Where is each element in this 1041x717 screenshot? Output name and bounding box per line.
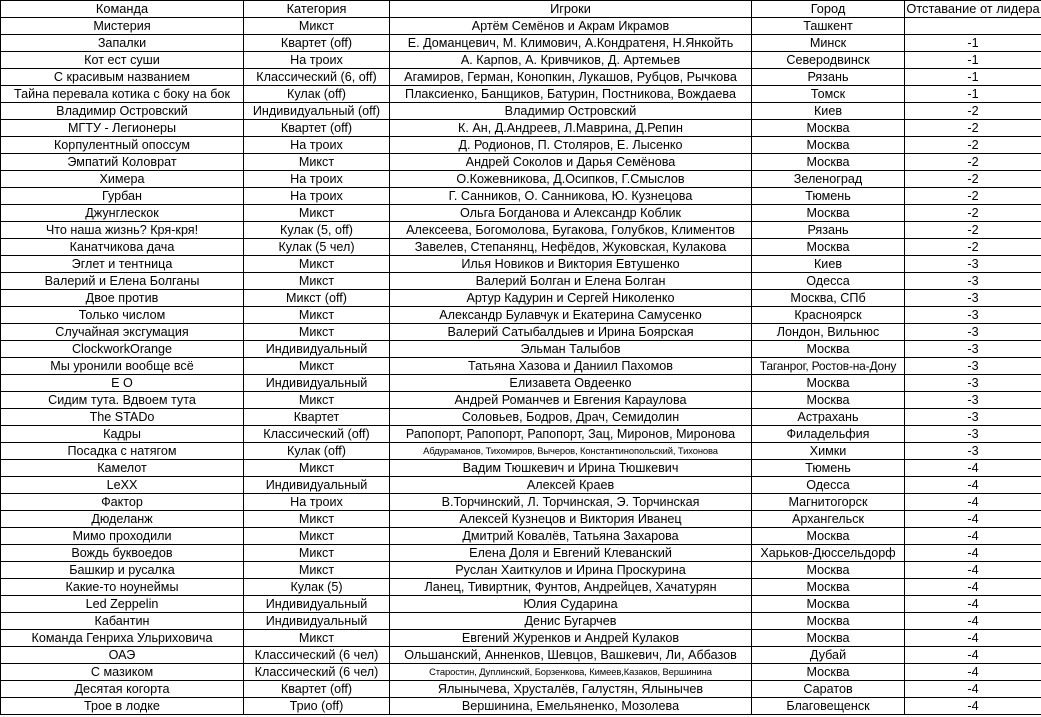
gap-cell: -3: [905, 392, 1041, 409]
players-cell: Алексей Кузнецов и Виктория Иванец: [390, 511, 752, 528]
gap-cell: -2: [905, 205, 1041, 222]
table-row: [1, 443, 1041, 460]
gap-cell: -2: [905, 239, 1041, 256]
header-team: Команда: [1, 1, 244, 18]
players-cell: Валерий Сатыбалдыев и Ирина Боярская: [390, 324, 752, 341]
header-gap: Отставание от лидера: [906, 1, 1040, 16]
gap-cell: -4: [905, 681, 1041, 698]
team-cell: Кабантин: [1, 613, 244, 630]
city-cell: Москва: [752, 562, 905, 579]
team-cell: Только числом: [1, 307, 244, 324]
table-row: [1, 171, 1041, 188]
category-cell: Микст: [244, 562, 390, 579]
header-category: Категория: [244, 1, 390, 18]
table-row: [1, 188, 1041, 205]
team-cell: Команда Генриха Ульриховича: [1, 630, 244, 647]
category-cell: Квартет (off): [244, 120, 390, 137]
city-cell: Лондон, Вильнюс: [752, 324, 905, 341]
category-cell: Микст: [244, 307, 390, 324]
players-cell: Елена Доля и Евгений Клеванский: [390, 545, 752, 562]
table-row: [1, 545, 1041, 562]
gap-cell: -4: [905, 613, 1041, 630]
players-cell: Ольшанский, Анненков, Шевцов, Вашкевич, Ли, Аббазов: [390, 647, 752, 664]
team-cell: МГТУ - Легионеры: [1, 120, 244, 137]
category-cell: Индивидуальный: [244, 375, 390, 392]
table-row: [1, 562, 1041, 579]
team-cell: Какие-то ноунеймы: [1, 579, 244, 596]
table-row: [1, 307, 1041, 324]
category-cell: Индивидуальный: [244, 477, 390, 494]
city-cell: Киев: [752, 103, 905, 120]
table-row: [1, 205, 1041, 222]
table-row: [1, 698, 1041, 715]
city-cell: Киев: [752, 256, 905, 273]
gap-cell: -4: [905, 596, 1041, 613]
category-cell: Квартет (off): [244, 35, 390, 52]
city-cell: Рязань: [752, 222, 905, 239]
team-cell: Камелот: [1, 460, 244, 477]
category-cell: Индивидуальный (off): [244, 103, 390, 120]
players-cell: Александр Булавчук и Екатерина Самусенко: [390, 307, 752, 324]
gap-cell: -4: [905, 647, 1041, 664]
category-cell: На троих: [244, 52, 390, 69]
city-cell: Химки: [752, 443, 905, 460]
table-row: [1, 647, 1041, 664]
category-cell: Кулак (5, off): [244, 222, 390, 239]
category-cell: Трио (off): [244, 698, 390, 715]
gap-cell: -2: [905, 120, 1041, 137]
table-row: [1, 426, 1041, 443]
table-row: [1, 375, 1041, 392]
gap-cell: -4: [905, 528, 1041, 545]
category-cell: Микст: [244, 511, 390, 528]
table-row: [1, 273, 1041, 290]
header-players: Игроки: [390, 1, 752, 18]
gap-cell: -2: [905, 188, 1041, 205]
category-cell: Микст: [244, 324, 390, 341]
gap-cell: -1: [905, 35, 1041, 52]
city-cell: Москва: [752, 239, 905, 256]
city-cell: Красноярск: [752, 307, 905, 324]
table-row: [1, 120, 1041, 137]
table-row: [1, 681, 1041, 698]
team-cell: Мимо проходили: [1, 528, 244, 545]
table-row: [1, 579, 1041, 596]
category-cell: Микст (off): [244, 290, 390, 307]
team-cell: Башкир и русалка: [1, 562, 244, 579]
players-cell: Алексей Краев: [390, 477, 752, 494]
city-cell: Магнитогорск: [752, 494, 905, 511]
category-cell: Классический (6 чел): [244, 664, 390, 681]
players-cell: Илья Новиков и Виктория Евтушенко: [390, 256, 752, 273]
players-cell: В.Торчинский, Л. Торчинская, Э. Торчинская: [390, 494, 752, 511]
table-row: [1, 596, 1041, 613]
players-cell: Татьяна Хазова и Даниил Пахомов: [390, 358, 752, 375]
table-row: [1, 290, 1041, 307]
category-cell: Кулак (off): [244, 443, 390, 460]
category-cell: На троих: [244, 171, 390, 188]
gap-cell: -3: [905, 290, 1041, 307]
team-cell: ОАЭ: [1, 647, 244, 664]
table-row: [1, 256, 1041, 273]
gap-cell: -2: [905, 137, 1041, 154]
team-cell: ClockworkOrange: [1, 341, 244, 358]
players-cell: Елизавета Овдеенко: [390, 375, 752, 392]
table-header: [1, 1, 1041, 18]
header-city: Город: [752, 1, 905, 18]
city-cell: Тюмень: [752, 188, 905, 205]
players-cell: Эльман Талыбов: [390, 341, 752, 358]
table-row: [1, 358, 1041, 375]
players-cell: К. Ан, Д.Андреев, Л.Маврина, Д.Репин: [390, 120, 752, 137]
players-cell: Артур Кадурин и Сергей Николенко: [390, 290, 752, 307]
team-cell: Запалки: [1, 35, 244, 52]
team-cell: С красивым названием: [1, 69, 244, 86]
city-cell: Москва: [752, 596, 905, 613]
gap-cell: -3: [905, 358, 1041, 375]
city-cell: Филадельфия: [752, 426, 905, 443]
table-row: [1, 18, 1041, 35]
city-cell: Москва, СПб: [752, 290, 905, 307]
players-cell: Плаксиенко, Банщиков, Батурин, Постникова, Вождаева: [390, 86, 752, 103]
players-cell: Юлия Сударина: [390, 596, 752, 613]
city-cell: Москва: [752, 613, 905, 630]
gap-cell: -1: [905, 52, 1041, 69]
gap-cell: -3: [905, 256, 1041, 273]
gap-cell: -4: [905, 477, 1041, 494]
table-row: [1, 664, 1041, 681]
players-cell: О.Кожевникова, Д.Осипков, Г.Смыслов: [390, 171, 752, 188]
category-cell: Индивидуальный: [244, 613, 390, 630]
header-row: [1, 1, 1041, 18]
category-cell: Индивидуальный: [244, 596, 390, 613]
category-cell: Классический (6 чел): [244, 647, 390, 664]
category-cell: Индивидуальный: [244, 341, 390, 358]
city-cell: Ташкент: [752, 18, 905, 35]
gap-cell: -4: [905, 698, 1041, 715]
team-cell: Тайна перевала котика с боку на бок: [1, 86, 244, 103]
gap-cell: [905, 18, 1041, 35]
table-row: [1, 69, 1041, 86]
team-cell: Эглет и тентница: [1, 256, 244, 273]
city-cell: Тюмень: [752, 460, 905, 477]
players-cell: Г. Санников, О. Санникова, Ю. Кузнецова: [390, 188, 752, 205]
players-cell: Андрей Соколов и Дарья Семёнова: [390, 154, 752, 171]
city-cell: Саратов: [752, 681, 905, 698]
team-cell: Гурбан: [1, 188, 244, 205]
city-cell: Рязань: [752, 69, 905, 86]
category-cell: Микст: [244, 358, 390, 375]
city-cell: Москва: [752, 205, 905, 222]
players-cell: Алексеева, Богомолова, Бугакова, Голубков, Климентов: [390, 222, 752, 239]
players-cell: Д. Родионов, П. Столяров, Е. Лысенко: [390, 137, 752, 154]
city-cell: Таганрог, Ростов-на-Дону: [752, 358, 905, 375]
gap-cell: -4: [905, 494, 1041, 511]
team-cell: Валерий и Елена Болганы: [1, 273, 244, 290]
table-row: [1, 103, 1041, 120]
team-cell: Кадры: [1, 426, 244, 443]
gap-cell: -1: [905, 86, 1041, 103]
players-cell: Андрей Романчев и Евгения Караулова: [390, 392, 752, 409]
table-row: [1, 52, 1041, 69]
players-cell: Владимир Островский: [390, 103, 752, 120]
team-cell: Трое в лодке: [1, 698, 244, 715]
gap-cell: -3: [905, 443, 1041, 460]
gap-cell: -3: [905, 307, 1041, 324]
category-cell: Кулак (5 чел): [244, 239, 390, 256]
city-cell: Благовещенск: [752, 698, 905, 715]
table-row: [1, 460, 1041, 477]
team-cell: Мистерия: [1, 18, 244, 35]
city-cell: Архангельск: [752, 511, 905, 528]
table-row: [1, 528, 1041, 545]
gap-cell: -3: [905, 324, 1041, 341]
category-cell: Микст: [244, 630, 390, 647]
players-cell: Соловьев, Бодров, Драч, Семидолин: [390, 409, 752, 426]
category-cell: Микст: [244, 273, 390, 290]
table-row: [1, 222, 1041, 239]
team-cell: Кот ест суши: [1, 52, 244, 69]
category-cell: Кулак (5): [244, 579, 390, 596]
players-cell: Старостин, Дуплинский, Борзенкова, Кимеев,Казаков, Вершинина: [390, 664, 752, 681]
category-cell: На троих: [244, 137, 390, 154]
gap-cell: -3: [905, 273, 1041, 290]
team-cell: С мазиком: [1, 664, 244, 681]
category-cell: Квартет: [244, 409, 390, 426]
players-cell: Ольга Богданова и Александр Коблик: [390, 205, 752, 222]
city-cell: Зеленоград: [752, 171, 905, 188]
table-row: [1, 239, 1041, 256]
table-row: [1, 613, 1041, 630]
gap-cell: -3: [905, 426, 1041, 443]
city-cell: Томск: [752, 86, 905, 103]
team-cell: Химера: [1, 171, 244, 188]
gap-cell: -2: [905, 171, 1041, 188]
city-cell: Северодвинск: [752, 52, 905, 69]
team-cell: LeXX: [1, 477, 244, 494]
team-cell: Led Zeppelin: [1, 596, 244, 613]
players-cell: Ланец, Тивиртник, Фунтов, Андрейцев, Хачатурян: [390, 579, 752, 596]
city-cell: Москва: [752, 137, 905, 154]
team-cell: Сидим тута. Вдвоем тута: [1, 392, 244, 409]
table-row: [1, 477, 1041, 494]
table-row: [1, 409, 1041, 426]
city-cell: Минск: [752, 35, 905, 52]
category-cell: Классический (off): [244, 426, 390, 443]
category-cell: Квартет (off): [244, 681, 390, 698]
category-cell: На троих: [244, 494, 390, 511]
gap-cell: -4: [905, 460, 1041, 477]
players-cell: Абдураманов, Тихомиров, Вычеров, Константинопольский, Тихонова: [390, 443, 752, 460]
table-body: [1, 18, 1041, 715]
players-cell: Дмитрий Ковалёв, Татьяна Захарова: [390, 528, 752, 545]
gap-cell: -2: [905, 154, 1041, 171]
table-row: [1, 494, 1041, 511]
players-cell: Денис Бугарчев: [390, 613, 752, 630]
city-cell: Москва: [752, 528, 905, 545]
team-cell: Что наша жизнь? Кря-кря!: [1, 222, 244, 239]
gap-cell: -4: [905, 562, 1041, 579]
players-cell: Вершинина, Емельяненко, Мозолева: [390, 698, 752, 715]
gap-cell: -4: [905, 630, 1041, 647]
category-cell: Микст: [244, 205, 390, 222]
city-cell: Москва: [752, 341, 905, 358]
team-cell: Джунглескок: [1, 205, 244, 222]
table-row: [1, 137, 1041, 154]
table-row: [1, 35, 1041, 52]
category-cell: Микст: [244, 18, 390, 35]
city-cell: Дубай: [752, 647, 905, 664]
category-cell: Микст: [244, 460, 390, 477]
players-cell: Валерий Болган и Елена Болган: [390, 273, 752, 290]
players-cell: Е. Доманцевич, М. Климович, А.Кондратеня, Н.Янкойть: [390, 35, 752, 52]
table-row: [1, 86, 1041, 103]
players-cell: Евгений Журенков и Андрей Кулаков: [390, 630, 752, 647]
city-cell: Москва: [752, 392, 905, 409]
gap-cell: -2: [905, 222, 1041, 239]
gap-cell: -4: [905, 511, 1041, 528]
team-cell: Десятая когорта: [1, 681, 244, 698]
players-cell: Агамиров, Герман, Конопкин, Лукашов, Рубцов, Рычкова: [390, 69, 752, 86]
players-cell: А. Карпов, А. Кривчиков, Д. Артемьев: [390, 52, 752, 69]
gap-cell: -4: [905, 579, 1041, 596]
team-cell: Владимир Островский: [1, 103, 244, 120]
category-cell: На троих: [244, 188, 390, 205]
gap-cell: -4: [905, 664, 1041, 681]
city-cell: Москва: [752, 664, 905, 681]
table-row: [1, 392, 1041, 409]
category-cell: Микст: [244, 154, 390, 171]
table-row: [1, 511, 1041, 528]
city-cell: Харьков-Дюссельдорф: [752, 545, 905, 562]
city-cell: Москва: [752, 630, 905, 647]
team-cell: Е О: [1, 375, 244, 392]
city-cell: Москва: [752, 120, 905, 137]
gap-cell: -3: [905, 409, 1041, 426]
city-cell: Астрахань: [752, 409, 905, 426]
gap-cell: -1: [905, 69, 1041, 86]
gap-cell: -4: [905, 545, 1041, 562]
category-cell: Кулак (off): [244, 86, 390, 103]
city-cell: Москва: [752, 154, 905, 171]
category-cell: Микст: [244, 545, 390, 562]
city-cell: Москва: [752, 375, 905, 392]
city-cell: Одесса: [752, 273, 905, 290]
gap-cell: -2: [905, 103, 1041, 120]
city-cell: Одесса: [752, 477, 905, 494]
players-cell: Завелев, Степанянц, Нефёдов, Жуковская, Кулакова: [390, 239, 752, 256]
team-cell: Двое против: [1, 290, 244, 307]
gap-cell: -3: [905, 375, 1041, 392]
team-cell: Канатчикова дача: [1, 239, 244, 256]
category-cell: Микст: [244, 392, 390, 409]
category-cell: Классический (6, off): [244, 69, 390, 86]
players-cell: Рапопорт, Рапопорт, Рапопорт, Зац, Миронов, Миронова: [390, 426, 752, 443]
table-row: [1, 630, 1041, 647]
category-cell: Микст: [244, 528, 390, 545]
team-cell: The STADo: [1, 409, 244, 426]
table-row: [1, 154, 1041, 171]
players-cell: Артём Семёнов и Акрам Икрамов: [390, 18, 752, 35]
team-cell: Корпулентный опоссум: [1, 137, 244, 154]
team-cell: Вождь буквоедов: [1, 545, 244, 562]
players-cell: Вадим Тюшкевич и Ирина Тюшкевич: [390, 460, 752, 477]
team-cell: Мы уронили вообще всё: [1, 358, 244, 375]
table-row: [1, 341, 1041, 358]
team-cell: Посадка с натягом: [1, 443, 244, 460]
team-cell: Дюделанж: [1, 511, 244, 528]
team-cell: Эмпатий Коловрат: [1, 154, 244, 171]
team-cell: Случайная эксгумация: [1, 324, 244, 341]
players-cell: Ялынычева, Хрусталёв, Галустян, Ялынычев: [390, 681, 752, 698]
team-cell: Фактор: [1, 494, 244, 511]
table-row: [1, 324, 1041, 341]
gap-cell: -3: [905, 341, 1041, 358]
city-cell: Москва: [752, 579, 905, 596]
players-cell: Руслан Хаиткулов и Ирина Проскурина: [390, 562, 752, 579]
category-cell: Микст: [244, 256, 390, 273]
